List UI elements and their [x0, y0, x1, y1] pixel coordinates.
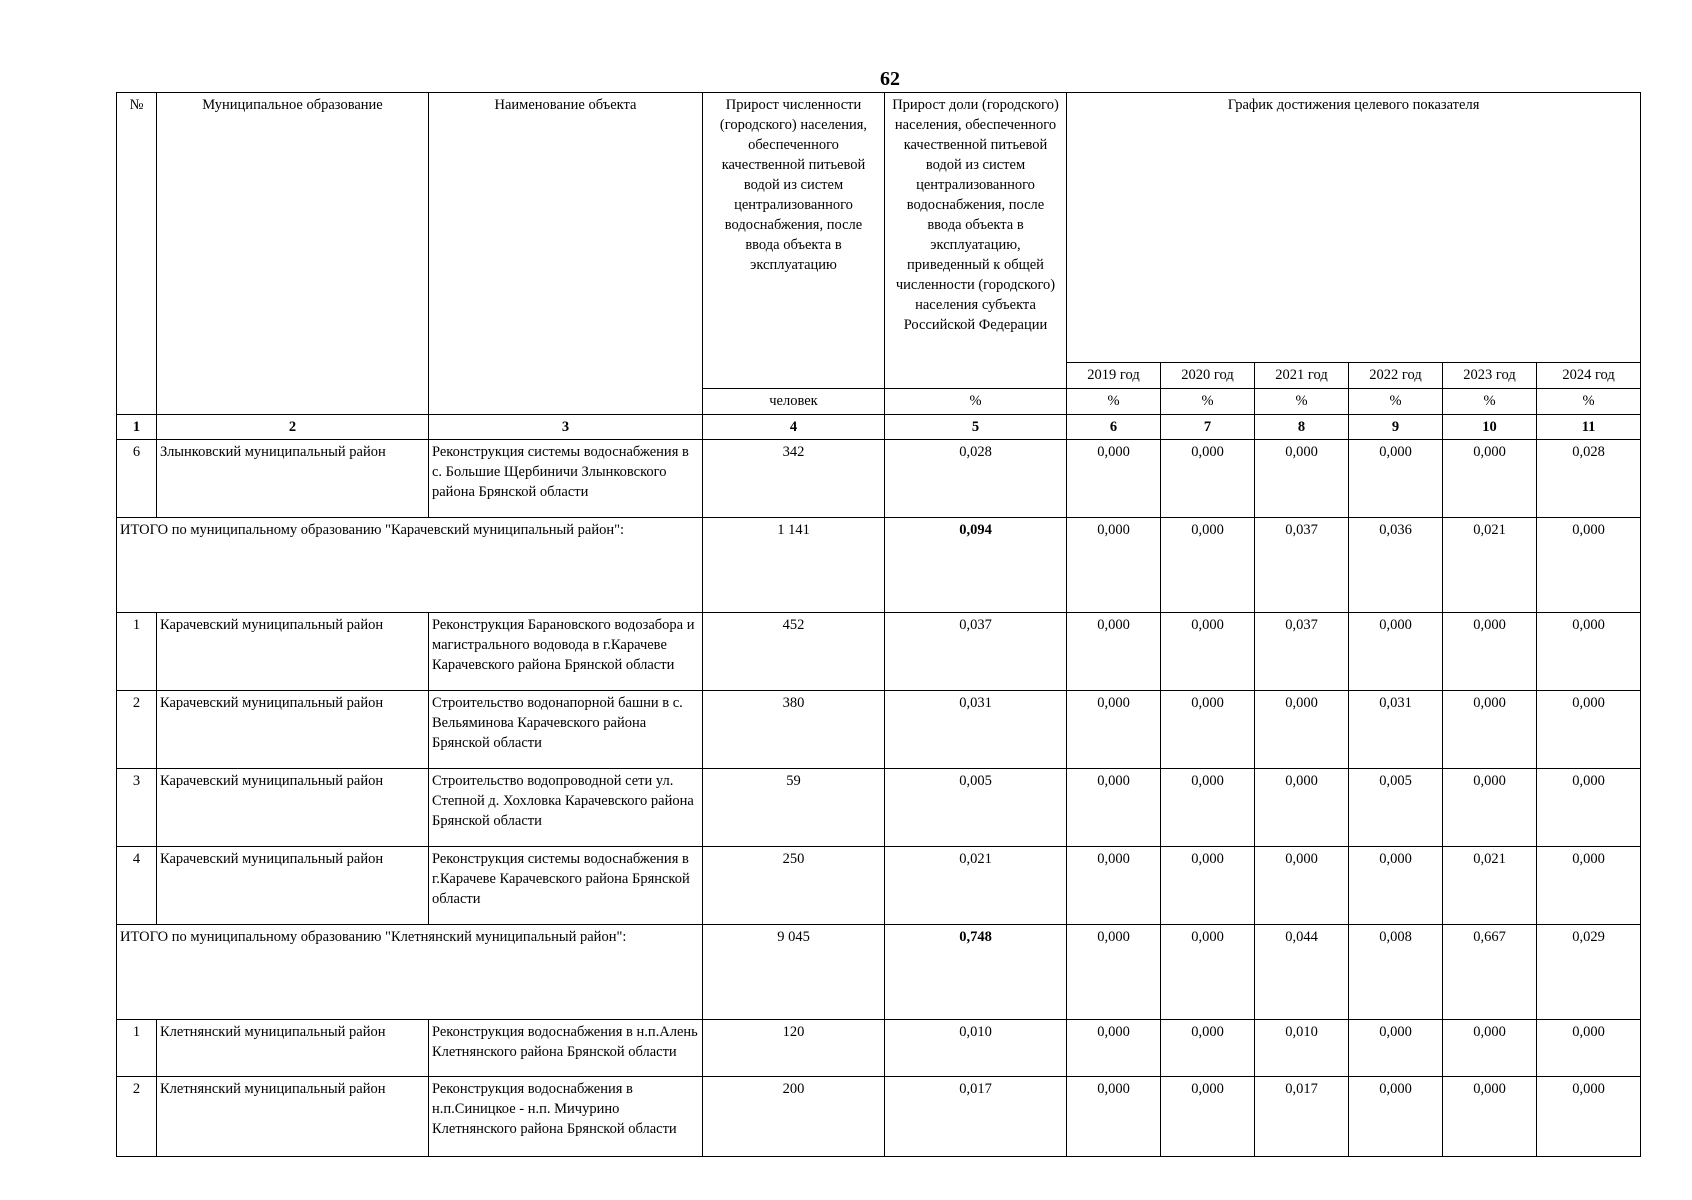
unit-people: человек [703, 389, 885, 415]
table-row [117, 847, 1641, 925]
column-number: 1 [117, 415, 157, 440]
row-num: 1 [117, 1020, 157, 1077]
header-year: 2023 год [1443, 363, 1537, 389]
row-year-value: 0,000 [1443, 1020, 1537, 1077]
row-year-value: 0,028 [1537, 440, 1641, 518]
unit-percent: % [1067, 389, 1161, 415]
row-year-value: 0,000 [1161, 1020, 1255, 1077]
row-year-value: 0,000 [1067, 440, 1161, 518]
table-row [117, 613, 1641, 691]
row-num: 2 [117, 691, 157, 769]
column-numbers-row [117, 415, 1641, 440]
row-year-value: 0,000 [1443, 613, 1537, 691]
row-object: Строительство водонапорной башни в с. Вельяминова Карачевского района Брянской области [429, 691, 703, 769]
table-row [117, 1077, 1641, 1157]
header-pop-increase: Прирост численности (городского) населения, обеспеченного качественной питьевой водой из систем централизованного водоснабжения, после ввода объекта в эксплуатацию [703, 93, 885, 389]
row-year-value: 0,000 [1067, 847, 1161, 925]
row-year-value: 0,000 [1443, 1077, 1537, 1157]
table-row [117, 1020, 1641, 1077]
row-year-value: 0,037 [1255, 613, 1349, 691]
row-num: 4 [117, 847, 157, 925]
column-number: 9 [1349, 415, 1443, 440]
total-label: ИТОГО по муниципальному образованию "Карачевский муниципальный район": [117, 518, 703, 613]
row-year-value: 0,000 [1537, 847, 1641, 925]
row-year-value: 0,000 [1443, 769, 1537, 847]
row-year-value: 0,021 [1443, 847, 1537, 925]
row-year-value: 0,031 [1349, 691, 1443, 769]
row-municipality: Карачевский муниципальный район [157, 613, 429, 691]
row-share: 0,005 [885, 769, 1067, 847]
table-row [117, 769, 1641, 847]
row-share: 0,017 [885, 1077, 1067, 1157]
unit-percent: % [1161, 389, 1255, 415]
header-year: 2022 год [1349, 363, 1443, 389]
row-num: 6 [117, 440, 157, 518]
total-year-value: 0,667 [1443, 925, 1537, 1020]
row-people: 59 [703, 769, 885, 847]
row-object: Строительство водопроводной сети ул. Степной д. Хохловка Карачевского района Брянской области [429, 769, 703, 847]
total-label: ИТОГО по муниципальному образованию "Клетнянский муниципальный район": [117, 925, 703, 1020]
row-num: 3 [117, 769, 157, 847]
column-number: 11 [1537, 415, 1641, 440]
row-num: 1 [117, 613, 157, 691]
column-number: 8 [1255, 415, 1349, 440]
row-municipality: Клетнянский муниципальный район [157, 1077, 429, 1157]
unit-percent: % [1443, 389, 1537, 415]
header-year: 2024 год [1537, 363, 1641, 389]
row-object: Реконструкция Барановского водозабора и магистрального водовода в г.Карачеве Карачевского района Брянской области [429, 613, 703, 691]
row-object: Реконструкция системы водоснабжения в с. Большие Щербиничи Злынковского района Брянской области [429, 440, 703, 518]
row-year-value: 0,000 [1255, 691, 1349, 769]
row-municipality: Карачевский муниципальный район [157, 691, 429, 769]
row-share: 0,010 [885, 1020, 1067, 1077]
row-people: 342 [703, 440, 885, 518]
column-number: 3 [429, 415, 703, 440]
table-row [117, 691, 1641, 769]
total-year-value: 0,000 [1067, 925, 1161, 1020]
row-municipality: Карачевский муниципальный район [157, 847, 429, 925]
row-year-value: 0,000 [1443, 691, 1537, 769]
total-year-value: 0,021 [1443, 518, 1537, 613]
row-year-value: 0,017 [1255, 1077, 1349, 1157]
row-year-value: 0,000 [1537, 691, 1641, 769]
row-people: 200 [703, 1077, 885, 1157]
row-year-value: 0,000 [1161, 440, 1255, 518]
total-year-value: 0,029 [1537, 925, 1641, 1020]
row-year-value: 0,000 [1537, 769, 1641, 847]
row-object: Реконструкция системы водоснабжения в г.Карачеве Карачевского района Брянской области [429, 847, 703, 925]
row-year-value: 0,000 [1161, 613, 1255, 691]
row-year-value: 0,000 [1255, 847, 1349, 925]
row-year-value: 0,000 [1067, 691, 1161, 769]
row-share: 0,037 [885, 613, 1067, 691]
column-number: 2 [157, 415, 429, 440]
row-share: 0,031 [885, 691, 1067, 769]
row-object: Реконструкция водоснабжения в н.п.Синицкое - н.п. Мичурино Клетнянского района Брянской области [429, 1077, 703, 1157]
row-municipality: Злынковский муниципальный район [157, 440, 429, 518]
column-number: 7 [1161, 415, 1255, 440]
header-object-name: Наименование объекта [429, 93, 703, 415]
total-year-value: 0,008 [1349, 925, 1443, 1020]
row-year-value: 0,000 [1537, 1020, 1641, 1077]
row-year-value: 0,000 [1161, 769, 1255, 847]
row-year-value: 0,000 [1349, 613, 1443, 691]
row-year-value: 0,000 [1349, 1020, 1443, 1077]
total-people: 9 045 [703, 925, 885, 1020]
total-year-value: 0,000 [1067, 518, 1161, 613]
row-year-value: 0,000 [1067, 769, 1161, 847]
unit-percent: % [885, 389, 1067, 415]
total-year-value: 0,000 [1161, 925, 1255, 1020]
row-num: 2 [117, 1077, 157, 1157]
total-year-value: 0,000 [1537, 518, 1641, 613]
unit-percent: % [1349, 389, 1443, 415]
row-year-value: 0,000 [1443, 440, 1537, 518]
row-year-value: 0,000 [1067, 613, 1161, 691]
total-year-value: 0,037 [1255, 518, 1349, 613]
header-year: 2019 год [1067, 363, 1161, 389]
row-year-value: 0,000 [1537, 1077, 1641, 1157]
target-indicator-table [116, 92, 1641, 1157]
total-year-value: 0,000 [1161, 518, 1255, 613]
row-object: Реконструкция водоснабжения в н.п.Алень Клетнянского района Брянской области [429, 1020, 703, 1077]
row-share: 0,021 [885, 847, 1067, 925]
row-year-value: 0,000 [1255, 440, 1349, 518]
row-people: 452 [703, 613, 885, 691]
row-people: 380 [703, 691, 885, 769]
column-number: 10 [1443, 415, 1537, 440]
row-year-value: 0,000 [1161, 691, 1255, 769]
header-num: № [117, 93, 157, 415]
total-row [117, 925, 1641, 1020]
row-year-value: 0,000 [1067, 1077, 1161, 1157]
row-share: 0,028 [885, 440, 1067, 518]
column-number: 6 [1067, 415, 1161, 440]
total-share: 0,094 [885, 518, 1067, 613]
total-row [117, 518, 1641, 613]
row-year-value: 0,000 [1349, 847, 1443, 925]
header-share-increase: Прирост доли (городского) населения, обеспеченного качественной питьевой водой из систем централизованного водоснабжения, после ввода объекта в эксплуатацию, приведенный к общей численности (городского) населения субъекта Российской Федерации [885, 93, 1067, 389]
row-year-value: 0,000 [1537, 613, 1641, 691]
row-people: 250 [703, 847, 885, 925]
row-year-value: 0,000 [1349, 1077, 1443, 1157]
column-number: 4 [703, 415, 885, 440]
row-year-value: 0,000 [1067, 1020, 1161, 1077]
header-year: 2021 год [1255, 363, 1349, 389]
column-number: 5 [885, 415, 1067, 440]
unit-percent: % [1255, 389, 1349, 415]
total-share: 0,748 [885, 925, 1067, 1020]
header-year: 2020 год [1161, 363, 1255, 389]
row-year-value: 0,005 [1349, 769, 1443, 847]
unit-percent: % [1537, 389, 1641, 415]
header-schedule: График достижения целевого показателя [1067, 93, 1641, 363]
page-number: 62 [880, 68, 900, 90]
row-year-value: 0,000 [1161, 1077, 1255, 1157]
row-municipality: Клетнянский муниципальный район [157, 1020, 429, 1077]
row-year-value: 0,010 [1255, 1020, 1349, 1077]
row-year-value: 0,000 [1255, 769, 1349, 847]
table-row [117, 440, 1641, 518]
header-municipality: Муниципальное образование [157, 93, 429, 415]
row-municipality: Карачевский муниципальный район [157, 769, 429, 847]
row-year-value: 0,000 [1161, 847, 1255, 925]
row-people: 120 [703, 1020, 885, 1077]
row-year-value: 0,000 [1349, 440, 1443, 518]
header-row [117, 93, 1641, 363]
total-people: 1 141 [703, 518, 885, 613]
total-year-value: 0,036 [1349, 518, 1443, 613]
total-year-value: 0,044 [1255, 925, 1349, 1020]
